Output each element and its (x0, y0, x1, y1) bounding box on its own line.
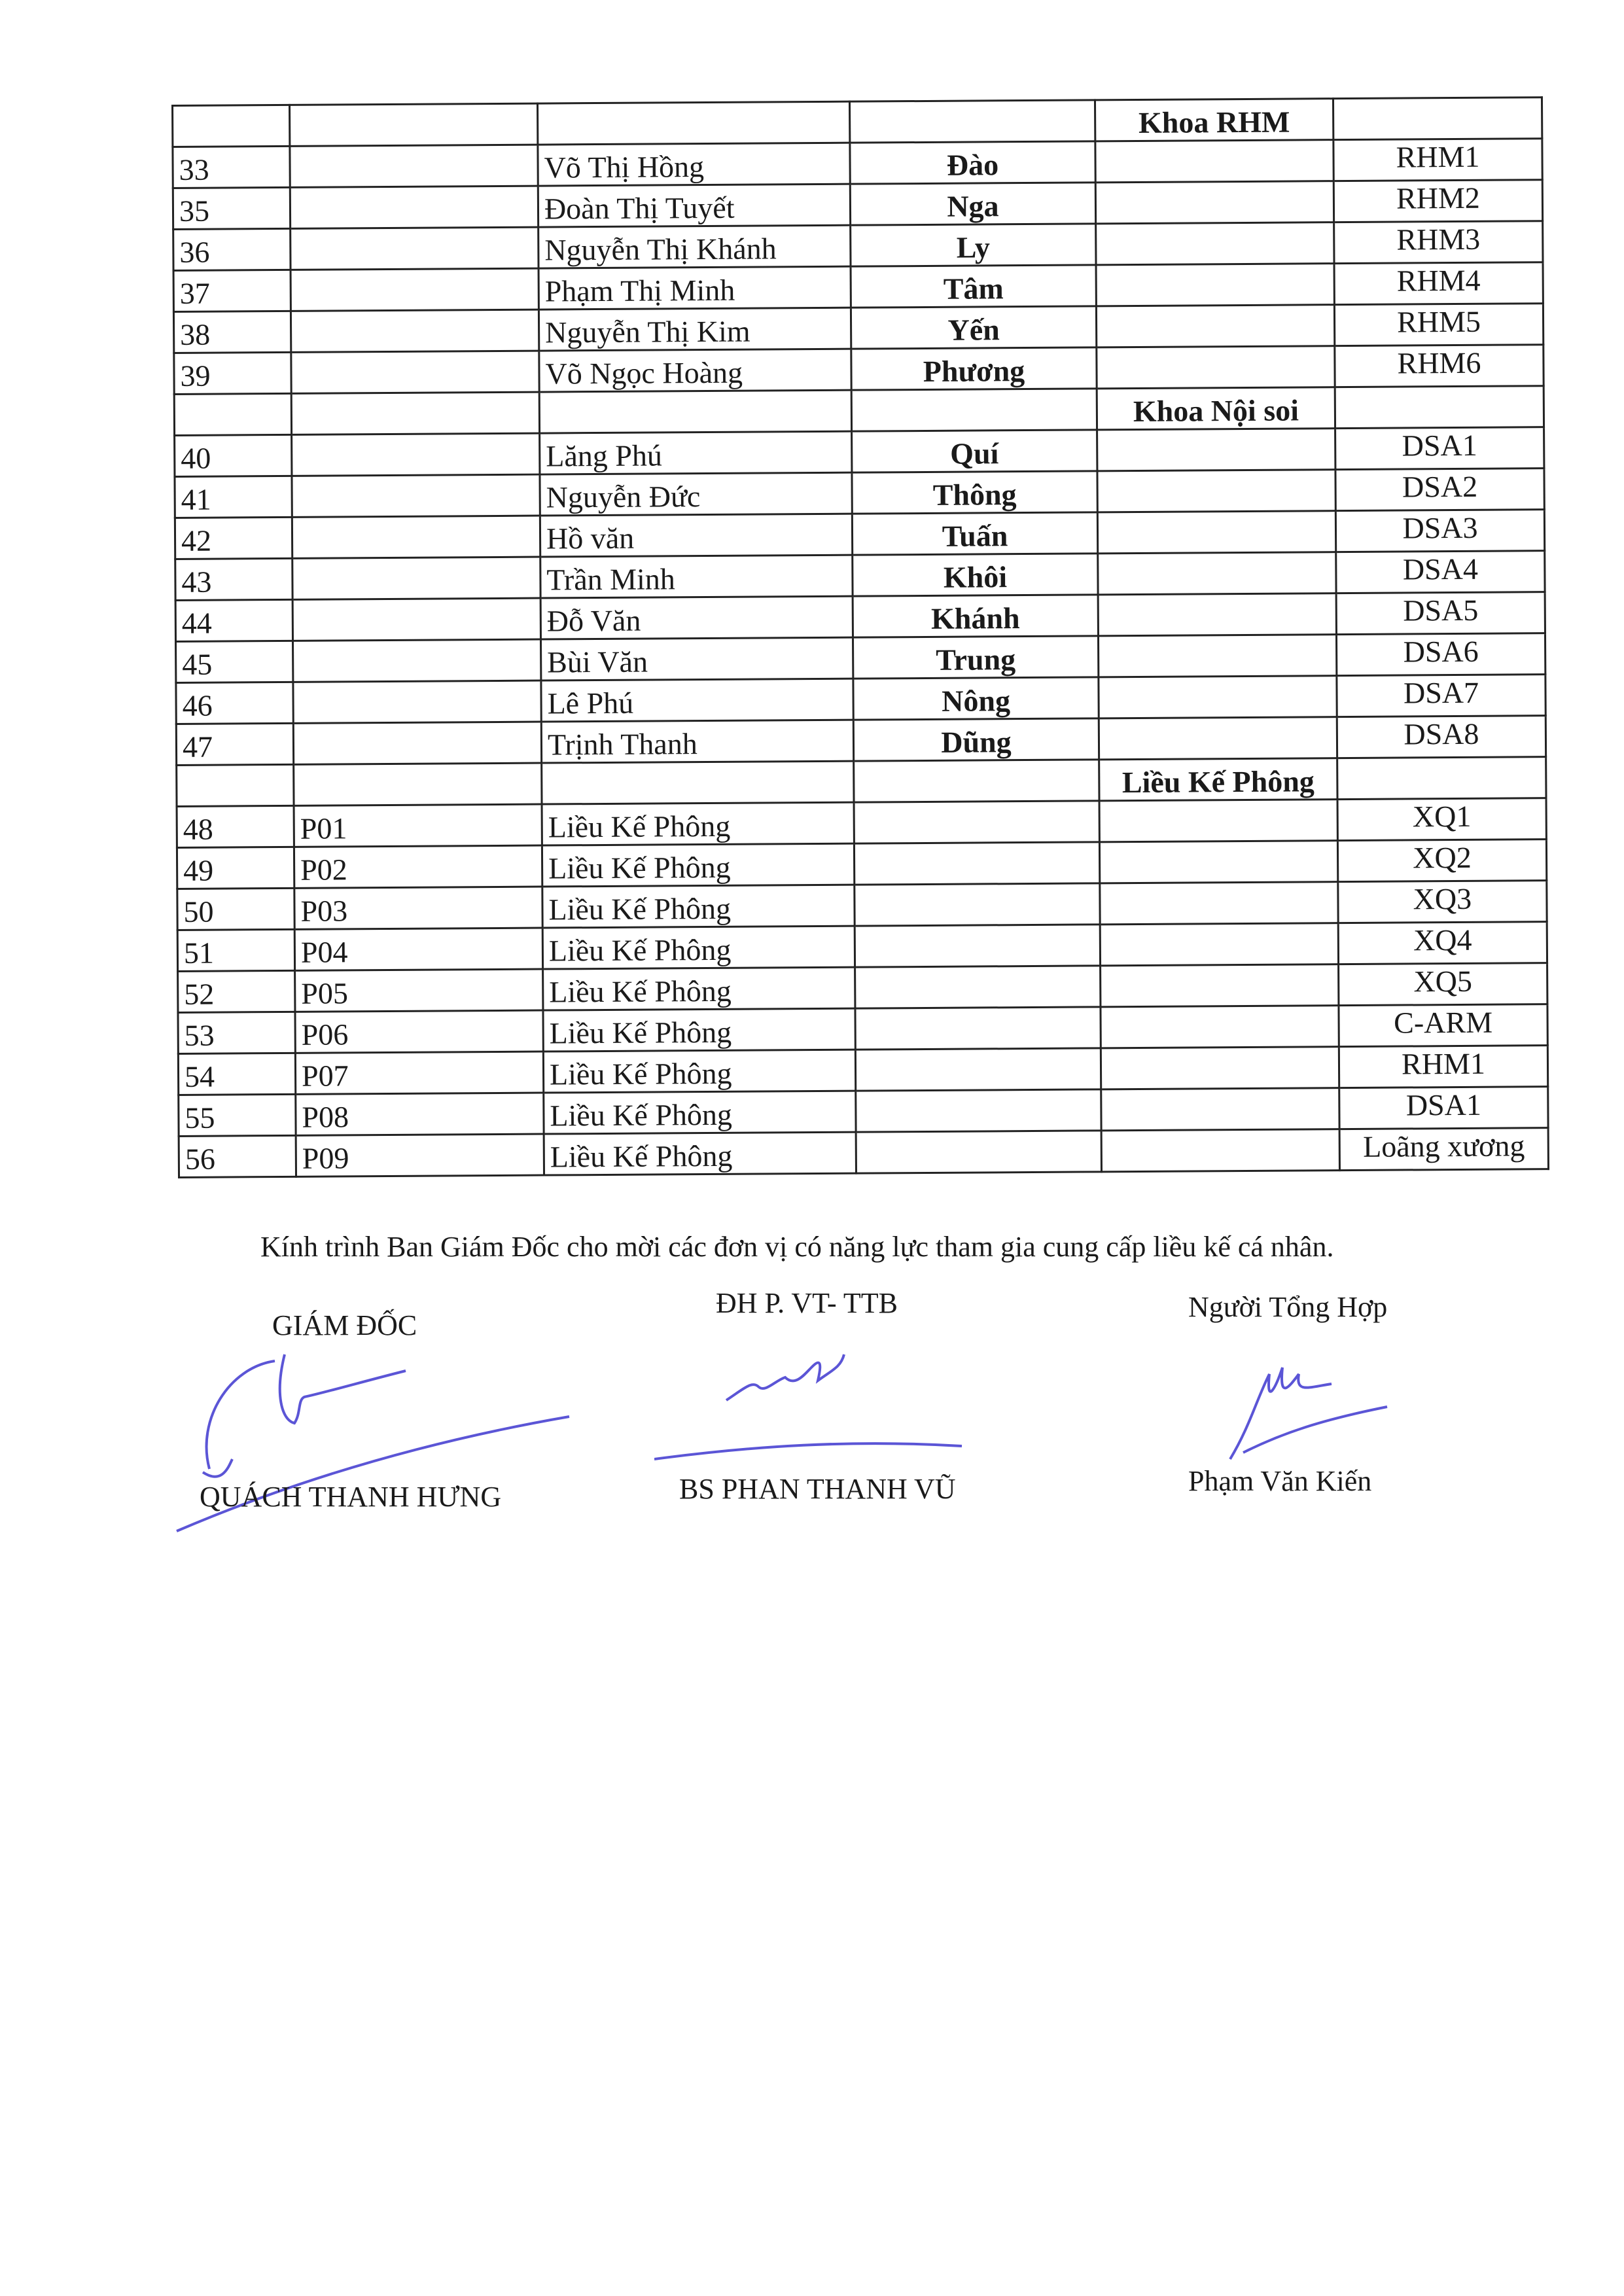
dept-name: BS PHAN THANH VŨ (679, 1473, 956, 1505)
given-name-cell (855, 925, 1100, 967)
surname-cell: Liều Kế Phông (542, 843, 854, 887)
closing-paragraph: Kính trình Ban Giám Đốc cho mời các đơn vị có năng lực tham gia cung cấp liều kế cá nhân. (260, 1231, 1334, 1263)
department-cell (1098, 635, 1336, 677)
surname-cell: Trịnh Thanh (541, 720, 853, 763)
surname-cell: Nguyễn Thị Khánh (538, 225, 851, 268)
device-cell (1337, 757, 1546, 800)
device-cell: XQ1 (1337, 798, 1546, 841)
surname-cell: Võ Ngọc Hoàng (539, 349, 851, 392)
row-number-cell: 47 (176, 723, 293, 765)
row-number-cell: 56 (179, 1135, 296, 1177)
department-cell (1099, 717, 1337, 760)
dosimeter-code-cell (294, 763, 542, 805)
dosimeter-code-cell: P09 (296, 1134, 544, 1176)
row-number-cell: 36 (173, 228, 291, 270)
dosimeter-code-cell: P03 (294, 887, 542, 929)
given-name-cell (856, 1131, 1101, 1173)
given-name-cell (856, 1089, 1101, 1132)
given-name-cell: Khôi (853, 554, 1098, 596)
staff-dosimeter-table (171, 96, 1549, 1178)
surname-cell: Đỗ Văn (540, 596, 853, 639)
department-cell (1101, 1088, 1339, 1131)
row-number-cell: 40 (175, 434, 292, 476)
device-cell: XQ2 (1337, 839, 1546, 882)
row-number-cell (174, 393, 291, 435)
given-name-cell: Yến (851, 306, 1096, 349)
surname-cell: Nguyễn Thị Kim (538, 308, 851, 351)
given-name-cell: Dũng (853, 718, 1099, 761)
given-name-cell (855, 966, 1101, 1008)
department-cell (1100, 923, 1338, 966)
dosimeter-code-cell (292, 516, 540, 558)
device-cell: DSA7 (1337, 675, 1545, 717)
given-name-cell (854, 842, 1099, 885)
dosimeter-code-cell (291, 309, 538, 352)
dosimeter-code-cell (291, 268, 538, 311)
table-row (179, 1128, 1548, 1178)
department-cell: Liều Kế Phông (1099, 758, 1337, 801)
row-number-cell: 54 (178, 1053, 295, 1095)
surname-cell: Liều Kế Phông (544, 1132, 856, 1175)
row-number-cell: 43 (175, 558, 292, 600)
device-cell: XQ5 (1339, 963, 1547, 1006)
dosimeter-code-cell (293, 722, 541, 764)
row-number-cell: 41 (175, 476, 292, 518)
department-cell (1097, 470, 1335, 512)
director-title: GIÁM ĐỐC (272, 1309, 417, 1341)
department-cell (1101, 964, 1339, 1007)
given-name-cell (854, 760, 1099, 802)
device-cell: DSA6 (1336, 633, 1545, 676)
surname-cell: Liều Kế Phông (542, 802, 854, 845)
department-cell (1099, 676, 1337, 718)
row-number-cell: 52 (178, 970, 295, 1012)
given-name-cell: Nga (850, 183, 1095, 225)
given-name-cell: Ly (851, 224, 1096, 266)
surname-cell (542, 761, 854, 804)
given-name-cell: Khánh (853, 595, 1098, 637)
row-number-cell: 39 (174, 352, 291, 394)
department-cell (1095, 181, 1333, 224)
given-name-cell: Trung (853, 636, 1098, 679)
dosimeter-code-cell (290, 145, 538, 187)
row-number-cell: 45 (176, 641, 293, 682)
dosimeter-code-cell (292, 557, 540, 599)
row-number-cell: 35 (173, 187, 290, 229)
device-cell: RHM6 (1335, 345, 1544, 387)
device-cell: RHM2 (1333, 180, 1542, 222)
given-name-cell: Tâm (851, 265, 1096, 308)
device-cell: C-ARM (1339, 1004, 1547, 1047)
department-cell: Khoa Nội soi (1097, 387, 1335, 430)
surname-cell: Lê Phú (541, 679, 853, 722)
surname-cell: Đoàn Thị Tuyết (538, 184, 850, 227)
dosimeter-code-cell (290, 186, 538, 228)
row-number-cell: 46 (176, 682, 293, 724)
department-cell (1097, 346, 1335, 389)
device-cell: RHM3 (1334, 221, 1543, 264)
device-cell: RHM5 (1334, 304, 1543, 346)
dosimeter-code-cell (291, 392, 539, 434)
row-number-cell: 53 (178, 1012, 295, 1053)
dosimeter-code-cell: P08 (296, 1093, 544, 1135)
dosimeter-code-cell (293, 680, 541, 723)
surname-cell: Liều Kế Phông (542, 926, 855, 969)
given-name-cell: Nông (853, 677, 1099, 720)
director-signature (170, 1341, 589, 1544)
device-cell: XQ3 (1338, 881, 1547, 923)
given-name-cell: Đào (850, 141, 1095, 184)
compiler-signature (1217, 1348, 1413, 1479)
dosimeter-code-cell (292, 474, 540, 517)
department-cell (1101, 1129, 1339, 1172)
dosimeter-code-cell (293, 639, 541, 682)
dosimeter-code-cell: P02 (294, 845, 542, 888)
given-name-cell (855, 1048, 1101, 1091)
department-cell: Khoa RHM (1095, 99, 1333, 141)
device-cell: DSA2 (1335, 468, 1544, 511)
row-number-cell (177, 764, 294, 806)
device-cell: DSA5 (1336, 592, 1545, 635)
surname-cell: Liều Kế Phông (544, 1091, 856, 1134)
given-name-cell: Thông (852, 471, 1097, 514)
device-cell: Loãng xương (1339, 1128, 1548, 1171)
dosimeter-code-cell (292, 598, 540, 641)
surname-cell: Nguyễn Đức (540, 472, 852, 516)
given-name-cell: Quí (852, 430, 1097, 472)
row-number-cell: 50 (177, 888, 294, 930)
device-cell: DSA1 (1339, 1087, 1548, 1129)
row-number-cell: 55 (179, 1094, 296, 1136)
dosimeter-code-cell (290, 103, 538, 146)
surname-cell: Phạm Thị Minh (538, 266, 851, 309)
dosimeter-code-cell: P04 (294, 928, 542, 970)
department-cell (1096, 222, 1334, 265)
surname-cell: Liều Kế Phông (543, 1008, 855, 1051)
surname-cell: Liều Kế Phông (543, 967, 855, 1010)
director-name: QUÁCH THANH HƯNG (200, 1481, 502, 1513)
device-cell: DSA3 (1335, 510, 1544, 552)
row-number-cell (173, 105, 290, 147)
given-name-cell: Tuấn (852, 512, 1097, 555)
department-cell (1098, 552, 1336, 595)
device-cell: DSA1 (1335, 427, 1544, 470)
dosimeter-code-cell: P01 (294, 804, 542, 847)
surname-cell: Liều Kế Phông (542, 885, 855, 928)
given-name-cell (849, 100, 1095, 143)
compiler-title: Người Tổng Hợp (1188, 1291, 1388, 1323)
department-cell (1098, 593, 1336, 636)
row-number-cell: 49 (177, 847, 294, 889)
department-cell (1099, 800, 1337, 842)
row-number-cell: 44 (175, 599, 292, 641)
device-cell: RHM4 (1334, 262, 1543, 305)
department-cell (1097, 429, 1335, 471)
dosimeter-code-cell (291, 227, 538, 270)
dosimeter-code-cell (292, 433, 540, 476)
device-cell: XQ4 (1338, 922, 1547, 964)
surname-cell: Lăng Phú (540, 431, 852, 474)
surname-cell: Bùi Văn (541, 637, 853, 680)
surname-cell: Trần Minh (540, 555, 853, 598)
given-name-cell (851, 389, 1097, 431)
given-name-cell: Phương (851, 347, 1097, 390)
department-cell (1101, 1006, 1339, 1048)
device-cell (1333, 97, 1542, 140)
dosimeter-code-cell: P06 (295, 1010, 543, 1053)
device-cell: DSA8 (1337, 716, 1545, 758)
row-number-cell: 42 (175, 517, 292, 559)
row-number-cell: 48 (177, 805, 294, 847)
department-cell (1097, 511, 1335, 554)
given-name-cell (854, 801, 1099, 843)
surname-cell: Hồ văn (540, 514, 852, 557)
row-number-cell: 33 (173, 146, 290, 188)
row-number-cell: 38 (173, 311, 291, 353)
dosimeter-code-cell: P05 (295, 969, 543, 1012)
dosimeter-code-cell: P07 (295, 1051, 543, 1094)
surname-cell (537, 101, 849, 145)
surname-cell: Liều Kế Phông (543, 1050, 855, 1093)
row-number-cell: 51 (177, 929, 294, 971)
dept-title: ĐH P. VT- TTB (716, 1287, 898, 1319)
compiler-name: Phạm Văn Kiến (1188, 1465, 1372, 1497)
device-cell: DSA4 (1336, 551, 1545, 593)
given-name-cell (855, 883, 1100, 926)
department-cell (1099, 841, 1337, 883)
surname-cell: Võ Thị Hồng (538, 143, 850, 186)
surname-cell (539, 390, 851, 433)
row-number-cell: 37 (173, 270, 291, 311)
dept-signature (654, 1341, 981, 1472)
department-cell (1096, 305, 1334, 347)
department-cell (1100, 882, 1338, 925)
department-cell (1101, 1047, 1339, 1089)
device-cell: RHM1 (1333, 139, 1542, 181)
device-cell (1335, 386, 1544, 429)
dosimeter-code-cell (291, 351, 539, 393)
given-name-cell (855, 1007, 1101, 1050)
device-cell: RHM1 (1339, 1046, 1547, 1088)
department-cell (1095, 140, 1333, 183)
department-cell (1096, 264, 1334, 306)
